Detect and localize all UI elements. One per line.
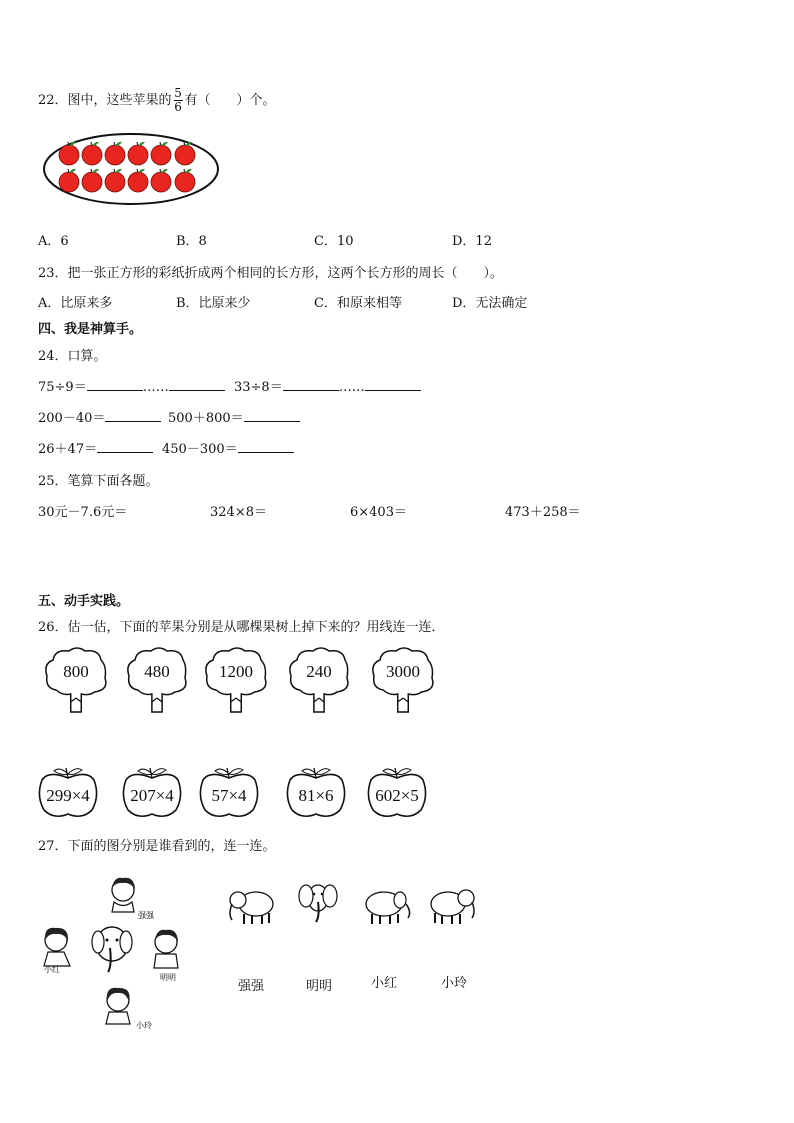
- apple-card-3[interactable]: [197, 766, 261, 818]
- apple-card-5[interactable]: [365, 766, 429, 818]
- q24-row-3a: [38, 438, 153, 457]
- tree-value-label: 1200: [219, 662, 253, 681]
- apple-expression-label: 57×4: [211, 786, 247, 805]
- view-label-2: 明明: [306, 979, 333, 994]
- q24-1a-expression: 75÷9＝: [38, 380, 87, 395]
- q24-2b-answer-blank[interactable]: [244, 409, 300, 422]
- q24-3a-answer-blank[interactable]: [97, 440, 153, 453]
- q24-1b-expression: 33÷8＝: [234, 380, 283, 395]
- q24-3b-expression: 450－300＝: [162, 442, 238, 457]
- q24-row-2a: [38, 407, 161, 426]
- q22-stem: [38, 87, 276, 114]
- q27-stem: 27．下面的图分别是谁看到的，连一连。: [38, 839, 276, 854]
- ellipsis: ……: [338, 380, 365, 395]
- tree-2[interactable]: [125, 646, 189, 716]
- child-qiangqiang-figure: [112, 878, 135, 912]
- q24-2a-expression: 200－40＝: [38, 411, 106, 426]
- q23-option-b[interactable]: B．比原来少: [176, 296, 251, 311]
- tree-value-label: 3000: [386, 662, 420, 681]
- elephant-side-right-icon: [431, 890, 474, 924]
- q23-stem: 23．把一张正方形的彩纸折成两个相同的长方形，这两个长方形的周长（ ）。: [38, 266, 504, 281]
- fraction: [174, 87, 183, 114]
- tree-1[interactable]: [43, 646, 109, 716]
- q24-1b-remainder-blank[interactable]: [365, 378, 421, 391]
- section-5-title: 五、动手实践。: [38, 594, 130, 609]
- apple-expression-label: 299×4: [46, 786, 90, 805]
- q24-row-2b: [168, 407, 300, 426]
- q22-suffix: 有（ ）个。: [184, 93, 276, 108]
- q25-stem: 25．笔算下面各题。: [38, 474, 159, 489]
- q26-stem: 26．估一估，下面的苹果分别是从哪棵果树上掉下来的？用线连一连．: [38, 620, 445, 635]
- q24-1a-answer-blank[interactable]: [87, 378, 143, 391]
- elephant-side-left-icon: [230, 892, 273, 924]
- q23-option-d[interactable]: D．无法确定: [452, 296, 528, 311]
- tree-5[interactable]: [370, 646, 436, 716]
- q22-prefix: 22．图中，这些苹果的: [38, 93, 172, 108]
- elephant-back-icon: [366, 892, 410, 924]
- q24-1b-answer-blank[interactable]: [283, 378, 339, 391]
- q25-item-3: 6×403＝: [350, 505, 407, 520]
- apple-card-1[interactable]: [36, 766, 100, 818]
- q24-3a-expression: 26＋47＝: [38, 442, 98, 457]
- q22-option-d[interactable]: D．12: [452, 234, 492, 249]
- q22-option-c[interactable]: C．10: [314, 234, 354, 249]
- child-xiaoling-figure: [106, 988, 130, 1024]
- tree-value-label: 800: [63, 662, 89, 681]
- q25-item-4: 473＋258＝: [505, 505, 581, 520]
- ellipsis: ……: [142, 380, 169, 395]
- child-label-xiaohong: 小红: [44, 965, 60, 974]
- tree-3[interactable]: [203, 646, 269, 716]
- apple-expression-label: 81×6: [298, 786, 334, 805]
- tree-value-label: 480: [144, 662, 170, 681]
- fraction-denominator: 6: [174, 100, 182, 114]
- child-label-xiaoling: 小玲: [136, 1021, 152, 1030]
- q24-row-3b: [162, 438, 294, 457]
- elephant-views-image: [222, 880, 480, 930]
- q23-option-c[interactable]: C．和原来相等: [314, 296, 402, 311]
- view-label-4: 小玲: [441, 976, 468, 991]
- child-label-mingming: 明明: [160, 973, 176, 982]
- tree-value-label: 240: [306, 662, 332, 681]
- view-label-3: 小红: [371, 976, 398, 991]
- tree-4[interactable]: [287, 646, 351, 716]
- fraction-numerator: 5: [174, 86, 182, 100]
- q24-1a-remainder-blank[interactable]: [169, 378, 225, 391]
- apple-card-2[interactable]: [120, 766, 184, 818]
- section-4-title: 四、我是神算手。: [38, 322, 143, 337]
- elephant-center-icon: [92, 927, 132, 972]
- child-mingming-figure: [154, 930, 178, 968]
- view-label-1: 强强: [238, 979, 265, 994]
- child-label-qiangqiang: 强强: [138, 911, 154, 920]
- q24-2a-answer-blank[interactable]: [105, 409, 161, 422]
- q25-item-1: 30元－7.6元＝: [38, 505, 128, 520]
- elephant-front-icon: [299, 885, 337, 922]
- apple-expression-label: 602×5: [375, 786, 419, 805]
- q24-row-1: [38, 376, 225, 395]
- q24-3b-answer-blank[interactable]: [238, 440, 294, 453]
- q25-item-2: 324×8＝: [210, 505, 267, 520]
- q24-row-1b: [234, 376, 421, 395]
- apple-plate-image: [42, 132, 222, 208]
- q22-option-a[interactable]: A．6: [38, 234, 69, 249]
- apple-expression-label: 207×4: [130, 786, 174, 805]
- child-xiaohong-figure: [44, 928, 70, 966]
- apple-card-4[interactable]: [284, 766, 348, 818]
- children-around-elephant-image: [40, 868, 200, 1038]
- q24-stem: 24．口算。: [38, 349, 107, 364]
- q22-option-b[interactable]: B．8: [176, 234, 207, 249]
- q24-2b-expression: 500＋800＝: [168, 411, 244, 426]
- q23-option-a[interactable]: A．比原来多: [38, 296, 113, 311]
